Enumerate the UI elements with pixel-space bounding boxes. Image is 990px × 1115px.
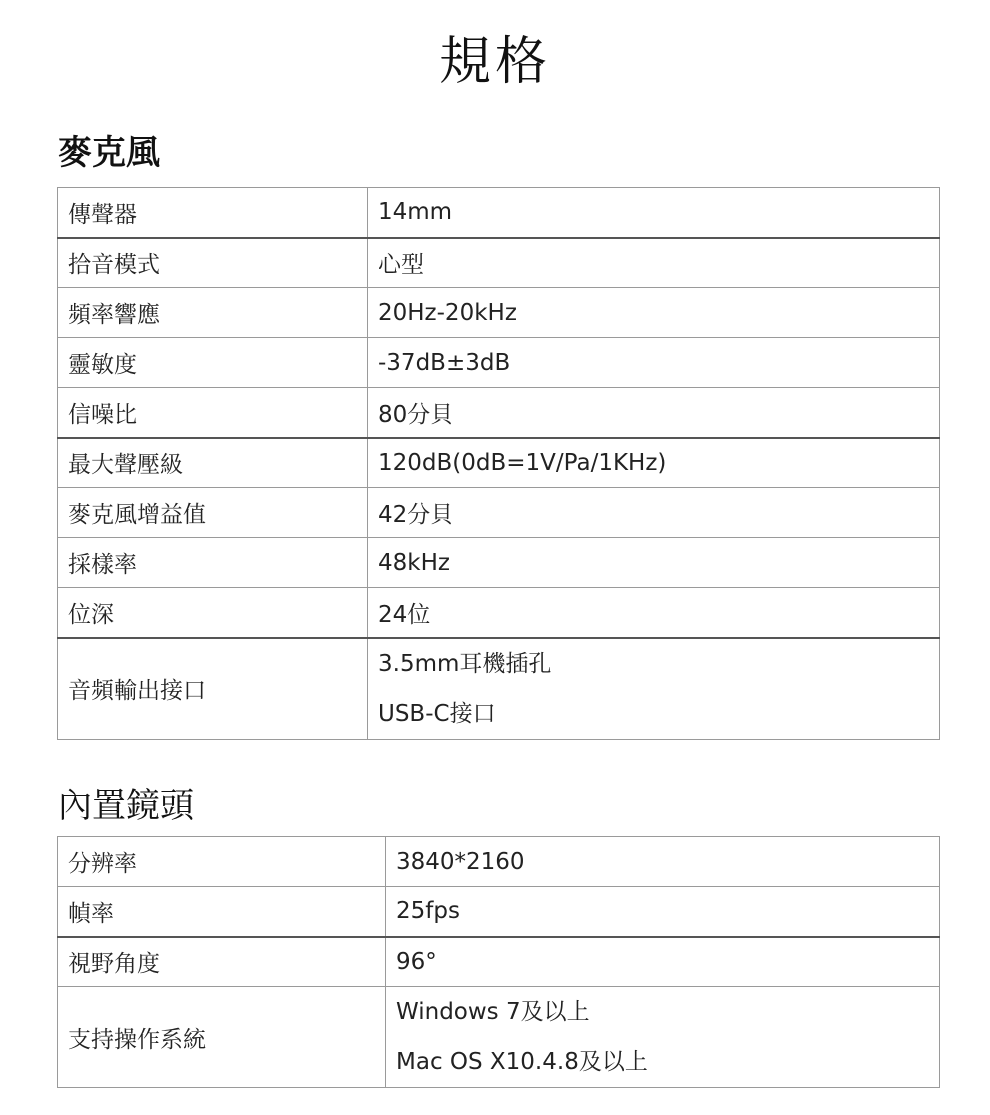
spec-value <box>386 987 940 1088</box>
table-row <box>58 388 940 438</box>
microphone-spec-table <box>57 187 940 740</box>
spec-value: 25fps <box>386 887 940 937</box>
table-row <box>58 638 940 740</box>
table-row <box>58 238 940 288</box>
spec-label: 信噪比 <box>58 388 368 438</box>
spec-label: 幀率 <box>58 887 386 937</box>
spec-label: 分辨率 <box>58 837 386 887</box>
spec-value: -37dB±3dB <box>368 338 940 388</box>
spec-label: 音頻輸出接口 <box>58 638 368 740</box>
spec-value: 48kHz <box>368 538 940 588</box>
spec-value: 心型 <box>368 238 940 288</box>
camera-spec-table <box>57 836 940 1088</box>
table-row <box>58 438 940 488</box>
table-row <box>58 837 940 887</box>
spec-label: 採樣率 <box>58 538 368 588</box>
spec-value: 96° <box>386 937 940 987</box>
table-row <box>58 937 940 987</box>
table-row <box>58 538 940 588</box>
spec-label: 麥克風增益值 <box>58 488 368 538</box>
microphone-section-heading: 麥克風 <box>58 133 160 173</box>
spec-value: 20Hz-20kHz <box>368 288 940 338</box>
spec-value-line: 3.5mm耳機插孔 <box>378 650 552 677</box>
table-row <box>58 338 940 388</box>
spec-value: 14mm <box>368 188 940 238</box>
table-row <box>58 288 940 338</box>
spec-value: 120dB(0dB=1V/Pa/1KHz) <box>368 438 940 488</box>
table-row <box>58 488 940 538</box>
camera-section-heading: 內置鏡頭 <box>58 786 194 826</box>
spec-label: 支持操作系統 <box>58 987 386 1088</box>
spec-value: 24位 <box>368 588 940 638</box>
spec-label: 位深 <box>58 588 368 638</box>
spec-label: 靈敏度 <box>58 338 368 388</box>
spec-value <box>368 638 940 740</box>
spec-value: 3840*2160 <box>386 837 940 887</box>
spec-value-line: Windows 7及以上 <box>396 999 590 1025</box>
spec-value-line: Mac OS X10.4.8及以上 <box>396 1049 648 1075</box>
spec-value: 42分貝 <box>368 488 940 538</box>
spec-label: 傳聲器 <box>58 188 368 238</box>
table-row <box>58 588 940 638</box>
spec-label: 最大聲壓級 <box>58 438 368 488</box>
table-row <box>58 987 940 1088</box>
spec-value-line: USB-C接口 <box>378 700 496 727</box>
spec-label: 拾音模式 <box>58 238 368 288</box>
spec-value: 80分貝 <box>368 388 940 438</box>
spec-label: 視野角度 <box>58 937 386 987</box>
page-title: 規格 <box>438 32 551 92</box>
table-row <box>58 188 940 238</box>
table-row <box>58 887 940 937</box>
spec-label: 頻率響應 <box>58 288 368 338</box>
